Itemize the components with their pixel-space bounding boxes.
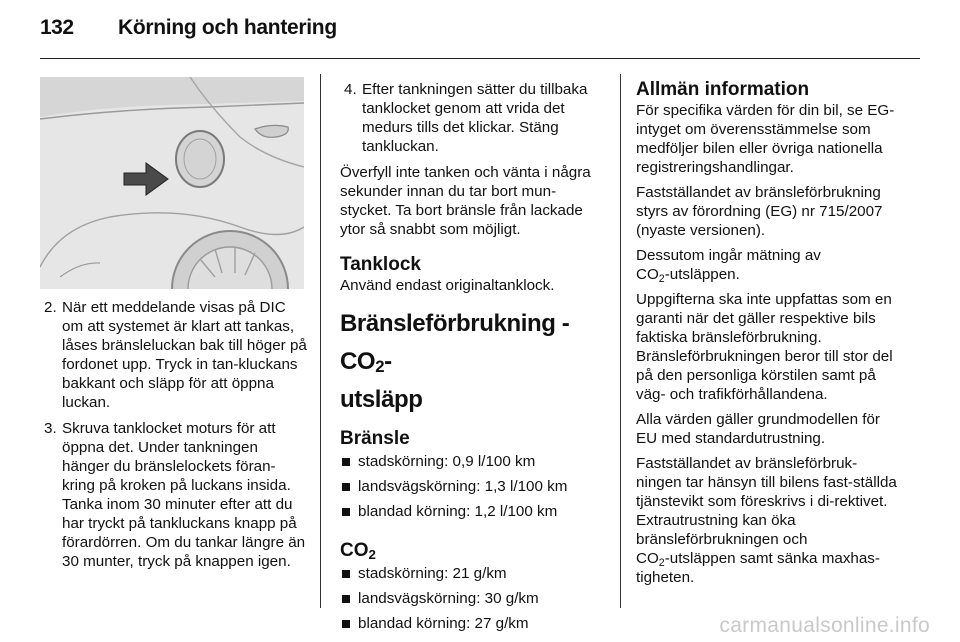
list-item: blandad körning: 1,2 l/100 km [340, 502, 606, 521]
fuel-heading: Bränsle [340, 428, 410, 449]
paragraph: För specifika värden för din bil, se EG-intyget om överensstämmelse som medföljer bilen eller övriga nationella registreringshandlingar. [636, 102, 895, 176]
header-rule [40, 58, 920, 59]
list-item: blandad körning: 27 g/km [340, 614, 606, 633]
step-text: Skruva tanklocket moturs för att öppna det. Under tankningen hänger du bränslelockets föran-kring på kroken på luckans insida. Tanka inom 30 minuter efter att du har tryckt på tankluckans knapp på förardörren. Om du tankar längre än 30 munter, tryck på knappen igen. [62, 420, 306, 570]
list-item [40, 419, 308, 571]
watermark: carmanualsonline.info [719, 614, 930, 637]
paragraph: Dessutom ingår mätning av $CO_2$-utsläppen. [636, 247, 821, 285]
column-middle [340, 80, 606, 639]
bullet-square-icon [342, 458, 350, 466]
bullet-square-icon [342, 483, 350, 491]
tanklock-heading: Tanklock [340, 254, 421, 275]
step-number: 2. [44, 299, 57, 316]
column-divider [320, 74, 321, 608]
list-item [340, 80, 606, 156]
steps-list [340, 80, 606, 156]
steps-list [40, 298, 308, 571]
paragraph: Fastställandet av bränsleförbruk-ningen tar hänsyn till bilens fast-ställda tjänstevikt som föreskrivs i di-rektivet. Extrautrustning kan öka bränsleförbrukningen och $CO_2$-utsläppen samt sänka maxhas-tigheten. [636, 455, 897, 586]
section-title-line2: utsläpp [340, 386, 423, 413]
general-info-heading: Allmän information [636, 79, 810, 100]
co2-subscript: 2 [368, 547, 376, 562]
step-text: Efter tankningen sätter du tillbaka tanklocket genom att vrida det medurs tills det klickar. Stäng tankluckan. [362, 81, 588, 155]
list-item: stadskörning: 0,9 l/100 km [340, 452, 606, 471]
step-number: 3. [44, 420, 57, 437]
chapter-title: Körning och hantering [118, 16, 337, 39]
co2-list [340, 564, 606, 633]
fuel-door-illustration [40, 77, 304, 289]
section-title-suffix: - [384, 348, 392, 375]
section-title-subscript: 2 [375, 357, 385, 376]
bullet-square-icon [342, 620, 350, 628]
step-number: 4. [344, 81, 357, 98]
overfill-note: Överfyll inte tanken och vänta i några sekunder innan du tar bort mun-stycket. Ta bort bränsle från lackade ytor så snabbt som möjligt. [340, 164, 591, 238]
list-item: stadskörning: 21 g/km [340, 564, 606, 583]
list-item: landsvägskörning: 1,3 l/100 km [340, 477, 606, 496]
section-title [340, 305, 606, 419]
co2-heading: $CO_2$ [340, 540, 376, 562]
tanklock-text: Använd endast originaltanklock. [340, 277, 555, 294]
page-number: 132 [40, 16, 74, 39]
column-right [636, 78, 902, 593]
list-item: landsvägskörning: 30 g/km [340, 589, 606, 608]
column-divider [620, 74, 621, 608]
car-rear-fuel-door-icon [40, 77, 304, 289]
fuel-list [340, 452, 606, 521]
bullet-square-icon [342, 570, 350, 578]
paragraph: Alla värden gäller grundmodellen för EU med standardutrustning. [636, 411, 880, 447]
list-item [40, 298, 308, 412]
bullet-square-icon [342, 595, 350, 603]
section-title-text: Bränsleförbrukning - CO [340, 310, 570, 375]
bullet-square-icon [342, 508, 350, 516]
step-text: När ett meddelande visas på DIC om att systemet är klart att tankas, låses bränsleluckan bak till höger på fordonet upp. Tryck in tan-kluckans bakkant och släpp för att öppna luckan. [62, 299, 307, 411]
paragraph: Uppgifterna ska inte uppfattas som en garanti när det gäller respektive bils faktiska bränsleförbrukning. Bränsleförbrukningen beror till stor del på den personliga körstilen samt på väg- och trafikförhållandena. [636, 291, 893, 403]
paragraph: Fastställandet av bränsleförbrukning styrs av förordning (EG) nr 715/2007 (nyaste versionen). [636, 184, 883, 239]
column-left [40, 298, 308, 578]
